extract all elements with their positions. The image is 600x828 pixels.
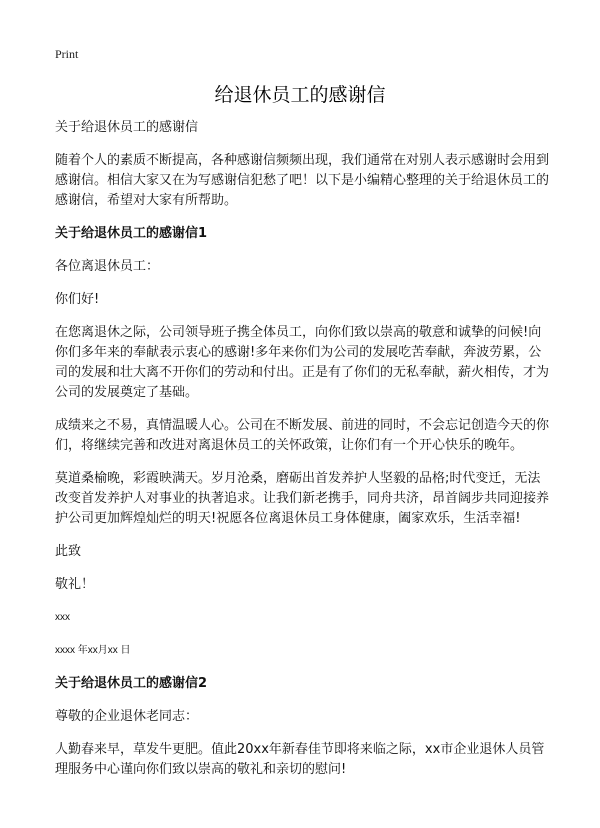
document-body — [55, 118, 553, 793]
greeting: 你们好! — [55, 292, 100, 307]
intro-paragraph: 随着个人的素质不断提高，各种感谢信频频出现，我们通常在对别人表示感谢时会用到感谢信。相信大家又在为写感谢信犯愁了吧！以下是小编精心整理的关于给退休员工的感谢信，希望对大家有所帮助。 — [55, 153, 550, 208]
section-heading-1: 关于给退休员工的感谢信1 — [55, 226, 208, 241]
section-heading-2: 关于给退休员工的感谢信2 — [55, 676, 208, 691]
salutation: 尊敬的企业退休老同志： — [55, 709, 199, 724]
closing-salute: 敬礼！ — [55, 577, 95, 592]
date-line: xxxx 年xx月xx 日 — [55, 645, 131, 656]
salutation: 各位离退休员工： — [55, 259, 160, 274]
intro-heading: 关于给退休员工的感谢信 — [55, 120, 199, 135]
closing-line: 此致 — [55, 544, 82, 559]
body-paragraph: 人勤春来早，草发牛更肥。值此20xx年新春佳节即将来临之际，xx市企业退休人员管理服务中心谨向你们致以崇高的敬礼和亲切的慰问! — [55, 742, 545, 777]
body-paragraph: 在您离退休之际，公司领导班子携全体员工，向你们致以崇高的敬意和诚挚的问候!向你们多年来的奉献表示衷心的感谢!多年来你们为公司的发展吃苦奉献，奔波劳累，公司的发展和壮大离不开你们的劳动和付出。正是有了你们的无私奉献，薪火相传，才为公司的发展奠定了基础。 — [55, 325, 550, 400]
body-paragraph: 成绩来之不易，真情温暖人心。公司在不断发展、前进的同时，不会忘记创造今天的你们，将继续完善和改进对离退休员工的关怀政策，让你们有一个开心快乐的晚年。 — [55, 418, 550, 453]
signature: xxx — [55, 612, 70, 623]
body-paragraph: 莫道桑榆晚，彩霞映满天。岁月沧桑，磨砺出首发养护人坚毅的品格;时代变迁，无法改变首发养护人对事业的执著追求。让我们新老携手，同舟共济，昂首阔步共同迎接养护公司更加辉煌灿烂的明天!祝愿各位离退休员工身体健康，阖家欢乐，生活幸福! — [55, 471, 550, 526]
document-title: 给退休员工的感谢信 — [214, 84, 386, 106]
print-label: Print — [55, 47, 79, 61]
